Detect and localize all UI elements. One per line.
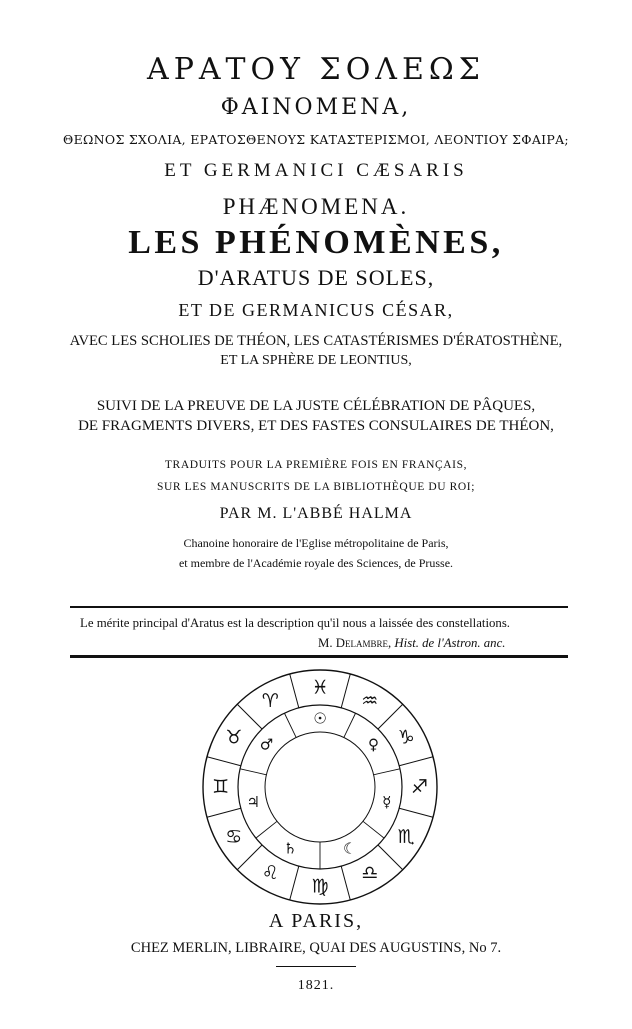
zodiac-planet: ♀ [368,735,380,754]
zodiac-planet: ☿ [382,793,392,812]
latin-line: ET GERMANICI CÆSARIS [164,160,468,181]
traduits-line-2: SUR LES MANUSCRITS DE LA BIBLIOTHÈQUE DU ROI; [156,481,476,493]
translator-line: PAR M. L'ABBÉ HALMA [219,505,413,522]
suivi-line-2: DE FRAGMENTS DIVERS, ET DES FASTES CONSULAIRES DE THÉON, [78,418,554,434]
imprint-rule [276,966,356,967]
translator-title-2: et membre de l'Académie royale des Sciences, de Prusse. [178,556,454,570]
zodiac-planet: ♃ [246,793,260,812]
zodiac-divider [399,808,433,817]
zodiac-divider [399,757,433,766]
zodiac-sign: ♎ [361,862,379,885]
planet-divider [344,713,356,737]
title-greek: ΑΡΑΤΟΥ ΣΟΛΕΩΣ [147,52,485,87]
epigraph-source: Hist. de l'Astron. anc. [394,636,506,650]
suivi-line-1: SUIVI DE LA PREUVE DE LA JUSTE CÉLÉBRATION DE PÂQUES, [96,398,536,414]
zodiac-sign: ♍ [311,875,329,898]
planet-divider [284,713,296,737]
zodiac-divider [207,757,241,766]
latin-title: PHÆNOMENA. [222,194,410,219]
epigraph-quote: Le mérite principal d'Aratus est la description qu'il nous a laissée des constellations. [80,616,510,630]
imprint-city: A PARIS, [268,910,364,932]
zodiac-planet: ☉ [313,709,327,728]
zodiac-sign: ♒ [361,689,379,712]
phainomena-greek: ΦΑΙΝΟΜΕΝΑ, [220,95,412,120]
epigraph-author: M. Delambre, [318,636,392,650]
zodiac-sign: ♋ [225,825,243,848]
planet-divider [240,769,266,775]
zodiac-divider [290,866,299,900]
planet-divider [363,821,384,838]
zodiac-divider [341,674,350,708]
zodiac-divider [290,674,299,708]
zodiac-divider [237,845,262,870]
zodiac-sign: ♏ [397,825,415,848]
translator-title-1: Chanoine honoraire de l'Eglise métropolitaine de Paris, [183,536,449,550]
germanicus-line: ET DE GERMANICUS CÉSAR, [178,300,454,320]
zodiac-sign: ♌ [261,862,279,885]
greek-subtitle: ΘΕΩΝΟΣ ΣΧΟΛΙΑ, ΕΡΑΤΟΣΘΕΝΟΥΣ ΚΑΤΑΣΤΕΡΙΣΜΟΙ, ΛΕΟΝΤΙΟΥ ΣΦΑΙΡΑ; [63,132,569,147]
planet-divider [256,821,277,838]
zodiac-sign: ♉ [225,726,243,749]
epigraph-citation [318,636,505,651]
zodiac-sign: ♐ [410,776,429,798]
scholies-line: AVEC LES SCHOLIES DE THÉON, LES CATASTÉRISMES D'ÉRATOSTHÈNE, [69,333,563,349]
planet-divider [374,769,400,775]
author-line: D'ARATUS DE SOLES, [197,265,435,290]
zodiac-divider [207,808,241,817]
sphere-line: ET LA SPHÈRE DE LEONTIUS, [220,353,412,368]
zodiac-divider [378,845,403,870]
imprint-year: 1821. [297,978,335,993]
epigraph-bottom-rule [70,655,568,658]
zodiac-planet: ♄ [283,839,298,858]
zodiac-divider [341,866,350,900]
zodiac-sign: ♊ [211,776,230,798]
zodiac-diagram [200,667,440,907]
zodiac-sign: ♓ [311,676,329,699]
epigraph-top-rule [70,606,568,608]
traduits-line-1: TRADUITS POUR LA PREMIÈRE FOIS EN FRANÇAIS, [164,459,468,471]
zodiac-sign: ♈ [261,689,279,712]
imprint-publisher: CHEZ MERLIN, LIBRAIRE, QUAI DES AUGUSTINS, No 7. [130,940,502,956]
zodiac-sign: ♑ [397,726,415,749]
zodiac-planet: ☾ [342,839,357,858]
zodiac-planet: ♂ [259,735,274,754]
french-title: LES PHÉNOMÈNES, [128,224,504,261]
